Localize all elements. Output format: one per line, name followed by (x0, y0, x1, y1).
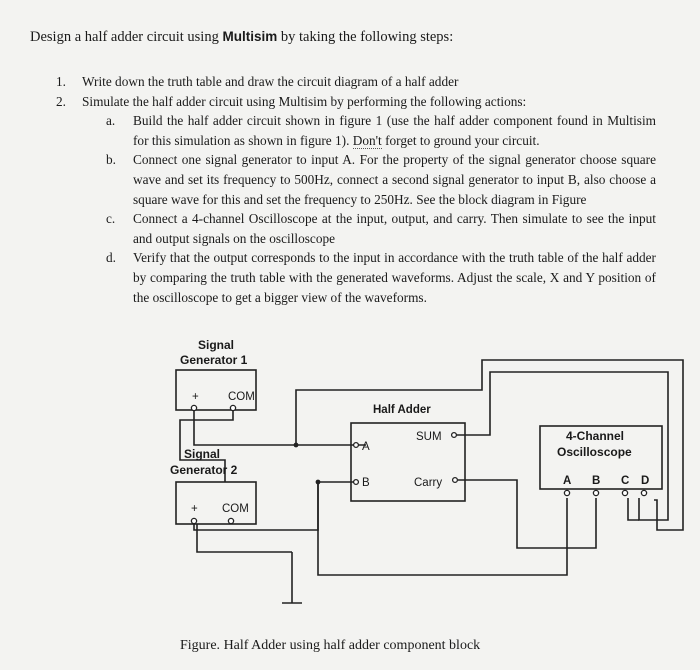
heading-prefix: Design a half adder circuit using (30, 29, 223, 45)
substep-text: Connect one signal generator to input A. For the property of the signal generator choose square wave and set its frequency to 500Hz, connect a second signal generator to input B, also choose a square wave for this and set the frequency to 250Hz. See the block diagram in Figure (133, 152, 656, 207)
gen2-label-line1: Signal (184, 447, 221, 461)
adder-pin-carry-label: Carry (414, 477, 443, 489)
adder-pin-sum-label: SUM (416, 431, 442, 443)
caption-label: Figure. (180, 638, 221, 653)
gen2-plus-label: + (191, 503, 198, 515)
wire-probe-d-return (628, 498, 639, 520)
figure-caption (180, 638, 480, 654)
gen2-com-terminal (228, 518, 233, 523)
adder-pin-b-dot (354, 480, 359, 485)
gen2-com-label: COM (222, 503, 249, 515)
dotted-underlined-word: Don't (352, 132, 382, 148)
scope-terminal-a (564, 490, 569, 495)
substep-text: Connect a 4-channel Oscilloscope at the input, output, and carry. Then simulate to see the input and output signals on the oscilloscope (133, 211, 656, 246)
junction-dot-b (316, 480, 321, 485)
scope-terminal-c (622, 490, 627, 495)
gen1-plus-terminal (191, 405, 196, 410)
scope-terminal-d (641, 490, 646, 495)
heading-software: Multisim (222, 29, 278, 44)
adder-pin-a-dot (354, 443, 359, 448)
step-text: Simulate the half adder circuit using Multisim by performing the following actions: (82, 93, 527, 109)
substep-text-after: forget to ground your circuit. (381, 132, 540, 148)
substep-text-before: Build the half adder circuit shown in figure 1 (use the half adder component found in Multisim for this simulation as shown in figure 1). (133, 113, 656, 148)
wire-gen2-com-to-ground (197, 524, 292, 552)
scope-ch-d-label: D (641, 475, 650, 487)
half-adder-box (351, 423, 465, 501)
step-number: 2. (56, 93, 66, 109)
gen1-com-label: COM (228, 391, 255, 403)
adder-pin-carry-dot (453, 478, 458, 483)
substep-letter: d. (106, 250, 116, 266)
gen1-com-terminal (230, 405, 235, 410)
step-number: 1. (56, 74, 66, 89)
scope-terminal-b (593, 490, 598, 495)
heading-suffix: by taking the following steps: (277, 29, 454, 45)
scope-label-line2: Oscilloscope (557, 445, 632, 459)
wire-probe-carry (458, 480, 596, 548)
signal-generator-1-box (176, 370, 256, 410)
junction-dot-a (294, 443, 299, 448)
step-text: Write down the truth table and draw the circuit diagram of a half adder (82, 74, 459, 89)
gen1-label-line1: Signal (198, 338, 235, 352)
wire-gen1-to-a (194, 410, 366, 445)
adder-pin-b-label: B (362, 477, 370, 489)
adder-pin-a-label: A (362, 441, 370, 453)
scope-ch-b-label: B (592, 475, 601, 487)
substep-letter: a. (106, 113, 116, 129)
gen1-label-line2: Generator 1 (180, 353, 248, 367)
adder-pin-sum-dot (452, 433, 457, 438)
substep-letter: c. (106, 211, 116, 227)
scope-label-line1: 4-Channel (566, 429, 625, 443)
adder-title: Half Adder (373, 404, 431, 416)
gen1-plus-label: + (192, 391, 199, 403)
gen2-plus-terminal (191, 518, 196, 523)
scope-ch-a-label: A (563, 475, 572, 487)
gen2-label-line2: Generator 2 (170, 463, 238, 477)
scope-ch-c-label: C (621, 475, 630, 487)
caption-text: Half Adder using half adder component block (223, 638, 481, 653)
wire-gen2-to-b (194, 482, 355, 530)
substep-text: Verify that the output corresponds to the input in accordance with the truth table of the half adder by comparing the truth table with the generated waveforms. Adjust the scale, X and Y position of the oscilloscope to get a bigger view of the waveforms. (133, 250, 656, 305)
wire-probe-b (318, 482, 567, 575)
substep-letter: b. (106, 152, 116, 168)
